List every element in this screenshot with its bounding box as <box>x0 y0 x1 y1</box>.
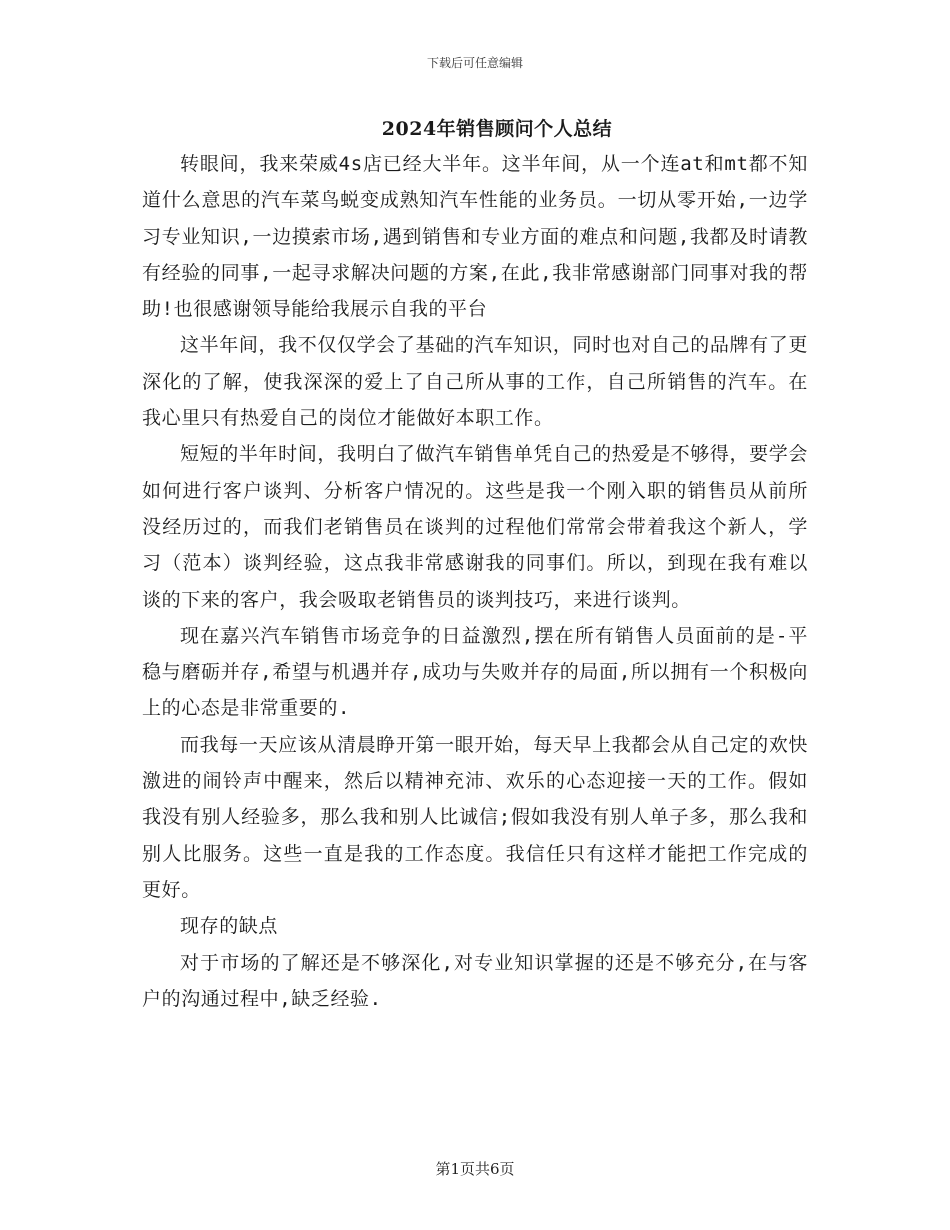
paragraph: 现在嘉兴汽车销售市场竞争的日益激烈,摆在所有销售人员面前的是-平稳与磨砺并存,希望与机遇并存,成功与失败并存的局面,所以拥有一个积极向上的心态是非常重要的. <box>142 624 808 720</box>
paragraph: 短短的半年时间，我明白了做汽车销售单凭自己的热爱是不够得，要学会如何进行客户谈判、分析客户情况的。这些是我一个刚入职的销售员从前所没经历过的，而我们老销售员在谈判的过程他们常常会带着我这个新人，学习（范本）谈判经验，这点我非常感谢我的同事们。所以，到现在我有难以谈的下来的客户，我会吸取老销售员的谈判技巧，来进行谈判。 <box>142 443 808 611</box>
paragraph: 转眼间，我来荣威4s店已经大半年。这半年间，从一个连at和mt都不知道什么意思的汽车菜鸟蜕变成熟知汽车性能的业务员。一切从零开始,一边学习专业知识,一边摸索市场,遇到销售和专业方面的难点和问题,我都及时请教有经验的同事,一起寻求解决问题的方案,在此,我非常感谢部门同事对我的帮助!也很感谢领导能给我展示自我的平台 <box>142 153 808 321</box>
paragraph: 而我每一天应该从清晨睁开第一眼开始，每天早上我都会从自己定的欢快激进的闹铃声中醒来，然后以精神充沛、欢乐的心态迎接一天的工作。假如我没有别人经验多，那么我和别人比诚信;假如我没有别人单子多，那么我和别人比服务。这些一直是我的工作态度。我信任只有这样才能把工作完成的更好。 <box>142 733 808 901</box>
document-body <box>142 146 808 1017</box>
document-title: 2024年销售顾问个人总结 <box>381 118 613 140</box>
section-heading: 现存的缺点 <box>180 915 279 938</box>
paragraph: 这半年间，我不仅仅学会了基础的汽车知识，同时也对自己的品牌有了更深化的了解，使我深深的爱上了自己所从事的工作，自己所销售的汽车。在我心里只有热爱自己的岗位才能做好本职工作。 <box>142 334 808 430</box>
page-header-note: 下载后可任意编辑 <box>426 56 523 70</box>
paragraph: 对于市场的了解还是不够深化,对专业知识掌握的还是不够充分,在与客户的沟通过程中,缺乏经验. <box>142 951 808 1010</box>
page-number: 第1页共6页 <box>435 1160 515 1178</box>
